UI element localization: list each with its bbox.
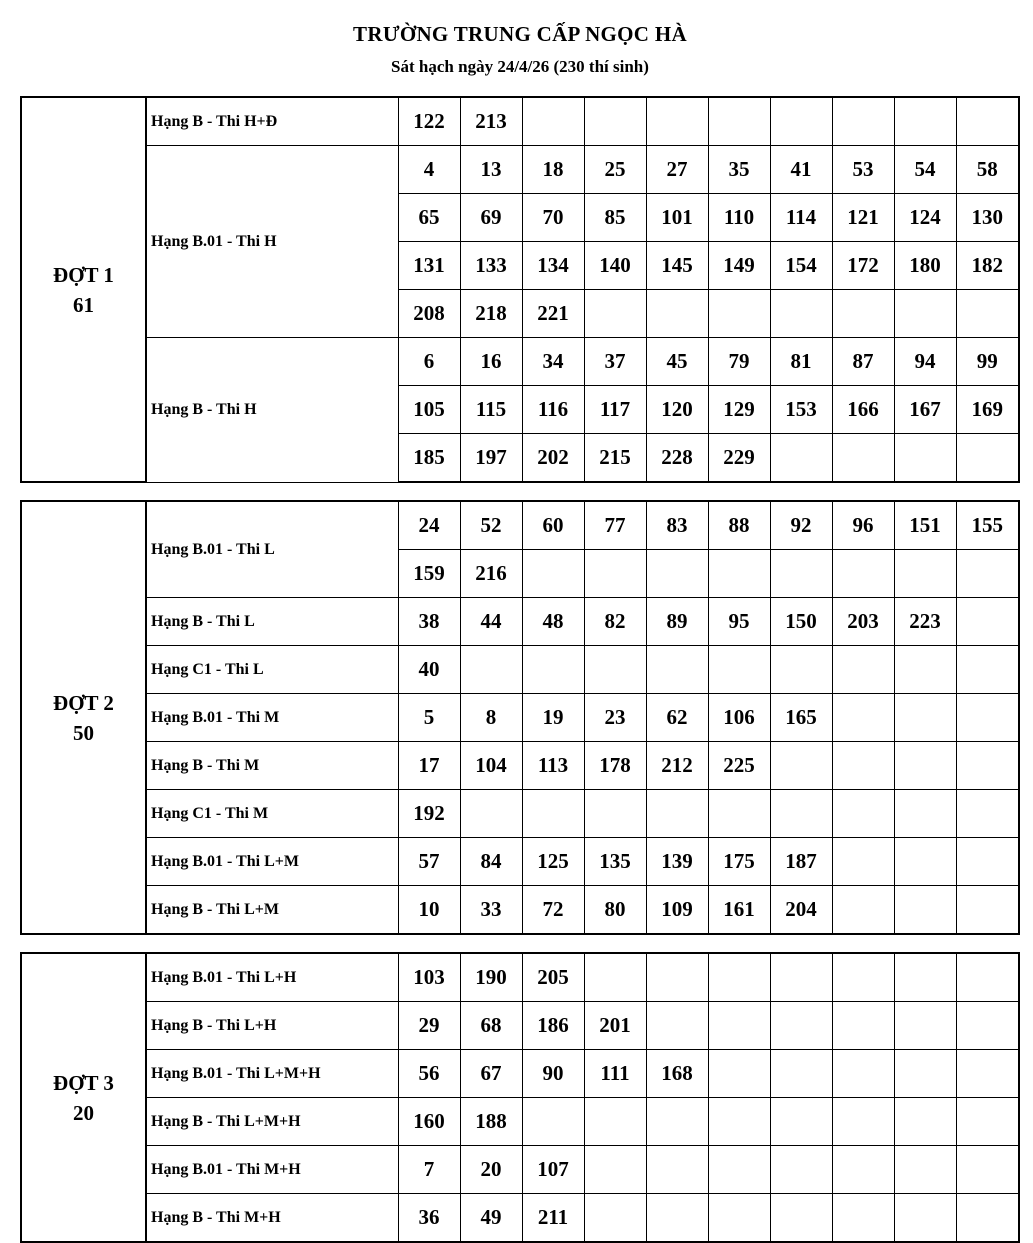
group-label: Hạng C1 - Thi L [146,646,398,694]
candidate-number: 90 [522,1050,584,1098]
candidate-number [832,1050,894,1098]
session-count: 20 [73,1100,94,1125]
candidate-number [894,886,956,935]
candidate-number: 40 [398,646,460,694]
candidate-number: 106 [708,694,770,742]
candidate-number [956,694,1019,742]
candidate-number [708,1002,770,1050]
candidate-number [894,434,956,483]
candidate-number: 223 [894,598,956,646]
candidate-number [584,646,646,694]
table-row [21,338,1019,386]
candidate-number: 24 [398,501,460,550]
candidate-number [584,953,646,1002]
candidate-number: 212 [646,742,708,790]
candidate-number [894,1002,956,1050]
candidate-number: 218 [460,290,522,338]
candidate-number: 68 [460,1002,522,1050]
session-cell [21,953,146,1242]
candidate-number: 134 [522,242,584,290]
candidate-number [708,290,770,338]
candidate-number: 205 [522,953,584,1002]
candidate-number: 133 [460,242,522,290]
candidate-number: 62 [646,694,708,742]
candidate-number: 182 [956,242,1019,290]
candidate-number [832,838,894,886]
table-row [21,1002,1019,1050]
candidate-number: 88 [708,501,770,550]
candidate-number: 130 [956,194,1019,242]
candidate-number: 8 [460,694,522,742]
candidate-number [894,550,956,598]
candidate-number: 82 [584,598,646,646]
candidate-number: 45 [646,338,708,386]
candidate-number: 36 [398,1194,460,1243]
candidate-number: 221 [522,290,584,338]
candidate-number: 139 [646,838,708,886]
candidate-number [956,646,1019,694]
candidate-number: 25 [584,146,646,194]
candidate-number [646,953,708,1002]
candidate-number [708,550,770,598]
group-label: Hạng B - Thi M+H [146,1194,398,1243]
session-cell [21,97,146,482]
candidate-number: 77 [584,501,646,550]
session-table [20,500,1020,935]
candidate-number: 131 [398,242,460,290]
candidate-number [646,790,708,838]
candidate-number [708,953,770,1002]
candidate-number [894,838,956,886]
candidate-number: 17 [398,742,460,790]
table-row [21,1098,1019,1146]
table-row [21,598,1019,646]
group-label: Hạng B - Thi M [146,742,398,790]
candidate-number [770,1194,832,1243]
candidate-number [646,1002,708,1050]
candidate-number [708,1050,770,1098]
candidate-number [460,646,522,694]
candidate-number: 27 [646,146,708,194]
table-row [21,146,1019,194]
candidate-number [770,953,832,1002]
candidate-number [770,742,832,790]
candidate-number [584,290,646,338]
candidate-number [956,1050,1019,1098]
candidate-number [832,1002,894,1050]
table-row [21,646,1019,694]
candidate-number: 172 [832,242,894,290]
candidate-number: 83 [646,501,708,550]
session-count: 61 [73,292,94,317]
candidate-number: 121 [832,194,894,242]
candidate-number: 5 [398,694,460,742]
candidate-number: 37 [584,338,646,386]
candidate-number [708,1146,770,1194]
candidate-number: 70 [522,194,584,242]
candidate-number: 53 [832,146,894,194]
candidate-number [584,97,646,146]
candidate-number: 216 [460,550,522,598]
candidate-number: 4 [398,146,460,194]
candidate-number: 20 [460,1146,522,1194]
candidate-number: 80 [584,886,646,935]
table-row [21,1050,1019,1098]
group-label: Hạng B - Thi H+Đ [146,97,398,146]
table-row [21,886,1019,935]
candidate-number: 111 [584,1050,646,1098]
group-label: Hạng B - Thi H [146,338,398,483]
group-label: Hạng B.01 - Thi M+H [146,1146,398,1194]
group-label: Hạng B - Thi L+M [146,886,398,935]
session-name: ĐỢT 3 [53,1070,114,1095]
candidate-number [770,97,832,146]
candidate-number: 114 [770,194,832,242]
candidate-number: 7 [398,1146,460,1194]
candidate-number [832,97,894,146]
candidate-number: 10 [398,886,460,935]
candidate-number [646,290,708,338]
group-label: Hạng B.01 - Thi L [146,501,398,598]
candidate-number: 81 [770,338,832,386]
candidate-number: 69 [460,194,522,242]
candidate-number: 107 [522,1146,584,1194]
candidate-number: 229 [708,434,770,483]
candidate-number: 150 [770,598,832,646]
table-row [21,790,1019,838]
group-label: Hạng C1 - Thi M [146,790,398,838]
candidate-number: 109 [646,886,708,935]
candidate-number: 169 [956,386,1019,434]
candidate-number: 52 [460,501,522,550]
group-label: Hạng B.01 - Thi L+H [146,953,398,1002]
candidate-number [770,1098,832,1146]
candidate-number [832,1194,894,1243]
candidate-number [956,886,1019,935]
candidate-number [956,1002,1019,1050]
candidate-number: 85 [584,194,646,242]
candidate-number [956,97,1019,146]
candidate-number [956,838,1019,886]
candidate-number: 72 [522,886,584,935]
candidate-number: 115 [460,386,522,434]
candidate-number: 65 [398,194,460,242]
candidate-number: 215 [584,434,646,483]
candidate-number [584,550,646,598]
candidate-number [522,550,584,598]
candidate-number [832,550,894,598]
session-count: 50 [73,720,94,745]
candidate-number: 44 [460,598,522,646]
candidate-number [770,646,832,694]
candidate-number: 60 [522,501,584,550]
candidate-number: 18 [522,146,584,194]
candidate-number: 154 [770,242,832,290]
candidate-number: 79 [708,338,770,386]
candidate-number: 124 [894,194,956,242]
candidate-number [770,290,832,338]
candidate-number [832,1146,894,1194]
candidate-number [646,97,708,146]
group-label: Hạng B - Thi L+H [146,1002,398,1050]
candidate-number [708,646,770,694]
candidate-number: 89 [646,598,708,646]
table-row [21,1194,1019,1243]
candidate-number: 175 [708,838,770,886]
candidate-number [894,742,956,790]
session-table [20,96,1020,483]
candidate-number [770,434,832,483]
candidate-number [522,646,584,694]
candidate-number [956,1194,1019,1243]
session-cell [21,501,146,934]
candidate-number [956,1098,1019,1146]
candidate-number [894,1194,956,1243]
candidate-number [832,646,894,694]
candidate-number [956,598,1019,646]
group-label: Hạng B - Thi L+M+H [146,1098,398,1146]
candidate-number: 160 [398,1098,460,1146]
session-name: ĐỢT 2 [53,690,114,715]
candidate-number [956,742,1019,790]
candidate-number: 35 [708,146,770,194]
candidate-number [956,790,1019,838]
candidate-number: 178 [584,742,646,790]
candidate-number: 135 [584,838,646,886]
candidate-number [832,434,894,483]
candidate-number: 203 [832,598,894,646]
candidate-number: 197 [460,434,522,483]
candidate-number [894,1050,956,1098]
candidate-number: 84 [460,838,522,886]
candidate-number: 140 [584,242,646,290]
candidate-number: 94 [894,338,956,386]
candidate-number: 104 [460,742,522,790]
session-name: ĐỢT 1 [53,262,114,287]
candidate-number [894,1146,956,1194]
candidate-number: 101 [646,194,708,242]
candidate-number: 188 [460,1098,522,1146]
candidate-number: 145 [646,242,708,290]
table-row [21,694,1019,742]
candidate-number [708,1194,770,1243]
session-table [20,952,1020,1243]
candidate-number [646,646,708,694]
candidate-number [832,742,894,790]
candidate-number: 34 [522,338,584,386]
candidate-number: 105 [398,386,460,434]
page-subtitle: Sát hạch ngày 24/4/26 (230 thí sinh) [391,57,649,76]
candidate-number: 23 [584,694,646,742]
page-title: TRƯỜNG TRUNG CẤP NGỌC HÀ [353,22,687,46]
candidate-number [584,1194,646,1243]
candidate-number [770,1002,832,1050]
candidate-number: 33 [460,886,522,935]
candidate-number [770,790,832,838]
table-row [21,501,1019,550]
candidate-number: 56 [398,1050,460,1098]
candidate-number [832,790,894,838]
candidate-number: 19 [522,694,584,742]
candidate-number [832,886,894,935]
candidate-number [646,1146,708,1194]
candidate-number: 113 [522,742,584,790]
group-label: Hạng B.01 - Thi L+M [146,838,398,886]
candidate-number: 116 [522,386,584,434]
candidate-number: 48 [522,598,584,646]
candidate-number [646,1098,708,1146]
candidate-number: 125 [522,838,584,886]
candidate-number [894,694,956,742]
candidate-number: 228 [646,434,708,483]
candidate-number: 180 [894,242,956,290]
candidate-number [770,1146,832,1194]
candidate-number: 117 [584,386,646,434]
candidate-number [460,790,522,838]
candidate-number [770,1050,832,1098]
candidate-number: 96 [832,501,894,550]
candidate-number [646,1194,708,1243]
candidate-number: 185 [398,434,460,483]
candidate-number: 129 [708,386,770,434]
group-label: Hạng B.01 - Thi M [146,694,398,742]
candidate-number: 155 [956,501,1019,550]
candidate-number: 166 [832,386,894,434]
candidate-number: 38 [398,598,460,646]
table-row [21,1146,1019,1194]
candidate-number: 201 [584,1002,646,1050]
candidate-number [894,953,956,1002]
candidate-number: 187 [770,838,832,886]
candidate-number: 54 [894,146,956,194]
candidate-number [956,953,1019,1002]
candidate-number: 168 [646,1050,708,1098]
table-row [21,838,1019,886]
candidate-number: 159 [398,550,460,598]
candidate-number: 103 [398,953,460,1002]
candidate-number: 211 [522,1194,584,1243]
candidate-number [708,1098,770,1146]
group-label: Hạng B - Thi L [146,598,398,646]
candidate-number [522,1098,584,1146]
table-row [21,97,1019,146]
candidate-number [770,550,832,598]
candidate-number [522,97,584,146]
candidate-number: 190 [460,953,522,1002]
candidate-number: 120 [646,386,708,434]
candidate-number: 57 [398,838,460,886]
candidate-number: 49 [460,1194,522,1243]
candidate-number: 149 [708,242,770,290]
table-row [21,953,1019,1002]
candidate-number: 204 [770,886,832,935]
candidate-number [956,550,1019,598]
candidate-number: 225 [708,742,770,790]
candidate-number [832,953,894,1002]
table-row [21,742,1019,790]
candidate-number: 202 [522,434,584,483]
candidate-number [832,1098,894,1146]
candidate-number [832,290,894,338]
candidate-number [956,434,1019,483]
candidate-number: 13 [460,146,522,194]
candidate-number: 213 [460,97,522,146]
candidate-number [708,97,770,146]
candidate-number: 95 [708,598,770,646]
candidate-number [584,790,646,838]
candidate-number [894,646,956,694]
candidate-number [894,97,956,146]
candidate-number [646,550,708,598]
candidate-number: 99 [956,338,1019,386]
candidate-number: 87 [832,338,894,386]
candidate-number [956,290,1019,338]
candidate-number: 58 [956,146,1019,194]
candidate-number: 6 [398,338,460,386]
candidate-number [894,290,956,338]
candidate-number: 165 [770,694,832,742]
candidate-number: 186 [522,1002,584,1050]
candidate-number: 110 [708,194,770,242]
candidate-number: 208 [398,290,460,338]
candidate-number: 192 [398,790,460,838]
candidate-number [522,790,584,838]
candidate-number [708,790,770,838]
candidate-number: 167 [894,386,956,434]
candidate-number: 92 [770,501,832,550]
group-label: Hạng B.01 - Thi L+M+H [146,1050,398,1098]
candidate-number: 153 [770,386,832,434]
candidate-number: 16 [460,338,522,386]
candidate-number [832,694,894,742]
group-label: Hạng B.01 - Thi H [146,146,398,338]
candidate-number: 29 [398,1002,460,1050]
candidate-number: 67 [460,1050,522,1098]
candidate-number: 122 [398,97,460,146]
candidate-number [894,790,956,838]
candidate-number: 151 [894,501,956,550]
candidate-number [956,1146,1019,1194]
candidate-number [894,1098,956,1146]
candidate-number: 41 [770,146,832,194]
candidate-number [584,1146,646,1194]
candidate-number: 161 [708,886,770,935]
candidate-number [584,1098,646,1146]
